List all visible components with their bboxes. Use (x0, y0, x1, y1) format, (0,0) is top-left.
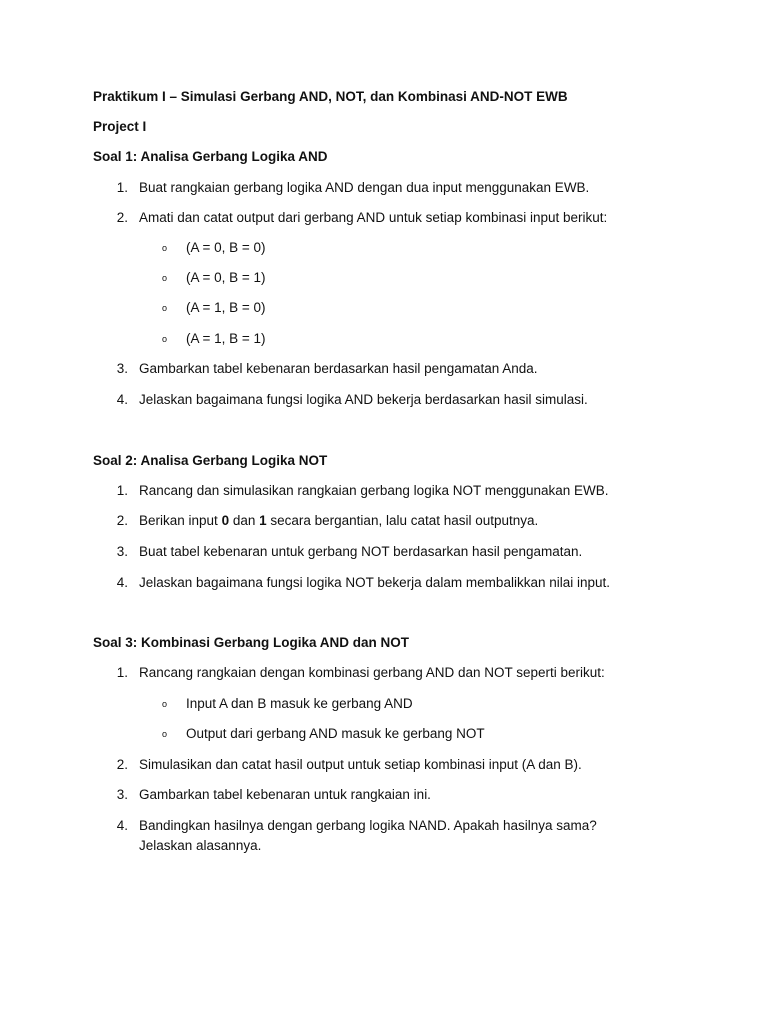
bullet-icon: o (162, 334, 168, 344)
list-number: 1. (116, 665, 128, 680)
list-number: 4. (116, 392, 128, 407)
bullet-icon: o (162, 273, 168, 283)
bold-value: 1 (259, 513, 267, 528)
list-item: Bandingkan hasilnya dengan gerbang logika NAND. Apakah hasilnya sama? (139, 818, 597, 833)
list-item: Buat tabel kebenaran untuk gerbang NOT berdasarkan hasil pengamatan. (139, 544, 583, 559)
sub-list-item: (A = 0, B = 0) (186, 240, 266, 255)
list-item: Gambarkan tabel kebenaran berdasarkan hasil pengamatan Anda. (139, 361, 538, 376)
list-number: 2. (116, 513, 128, 528)
list-number: 2. (116, 757, 128, 772)
bullet-icon: o (162, 699, 168, 709)
list-number: 1. (116, 483, 128, 498)
project-label: Project I (93, 119, 147, 134)
bullet-icon: o (162, 303, 168, 313)
list-number: 1. (116, 180, 128, 195)
sub-list-item: (A = 1, B = 1) (186, 331, 266, 346)
list-number: 4. (116, 575, 128, 590)
list-item: Jelaskan bagaimana fungsi logika NOT bekerja dalam membalikkan nilai input. (139, 575, 611, 590)
list-item: Buat rangkaian gerbang logika AND dengan dua input menggunakan EWB. (139, 180, 590, 195)
list-number: 2. (116, 210, 128, 225)
list-item: Jelaskan bagaimana fungsi logika AND bekerja berdasarkan hasil simulasi. (139, 392, 588, 407)
list-item-text: Berikan input (139, 513, 222, 528)
list-number: 3. (116, 544, 128, 559)
list-item: Rancang dan simulasikan rangkaian gerbang logika NOT menggunakan EWB. (139, 483, 609, 498)
sub-list-item: Input A dan B masuk ke gerbang AND (186, 696, 413, 711)
soal2-heading: Soal 2: Analisa Gerbang Logika NOT (93, 453, 328, 468)
sub-list-item: (A = 0, B = 1) (186, 270, 266, 285)
bullet-icon: o (162, 243, 168, 253)
list-item-text: dan (229, 513, 260, 528)
list-item: Simulasikan dan catat hasil output untuk setiap kombinasi input (A dan B). (139, 757, 582, 772)
list-number: 3. (116, 361, 128, 376)
list-number: 3. (116, 787, 128, 802)
list-item: Rancang rangkaian dengan kombinasi gerbang AND dan NOT seperti berikut: (139, 665, 605, 680)
list-item: Gambarkan tabel kebenaran untuk rangkaian ini. (139, 787, 431, 802)
list-number: 4. (116, 818, 128, 833)
sub-list-item: (A = 1, B = 0) (186, 300, 266, 315)
list-item-text: secara bergantian, lalu catat hasil outputnya. (266, 513, 539, 528)
document-title: Praktikum I – Simulasi Gerbang AND, NOT, dan Kombinasi AND-NOT EWB (93, 89, 568, 104)
bold-value: 0 (221, 513, 230, 528)
soal3-heading: Soal 3: Kombinasi Gerbang Logika AND dan NOT (93, 635, 410, 650)
sub-list-item: Output dari gerbang AND masuk ke gerbang NOT (186, 726, 485, 741)
list-item (139, 513, 538, 529)
list-item: Amati dan catat output dari gerbang AND untuk setiap kombinasi input berikut: (139, 210, 608, 225)
soal1-heading: Soal 1: Analisa Gerbang Logika AND (93, 149, 328, 164)
bullet-icon: o (162, 729, 168, 739)
list-item-continuation: Jelaskan alasannya. (139, 838, 262, 853)
